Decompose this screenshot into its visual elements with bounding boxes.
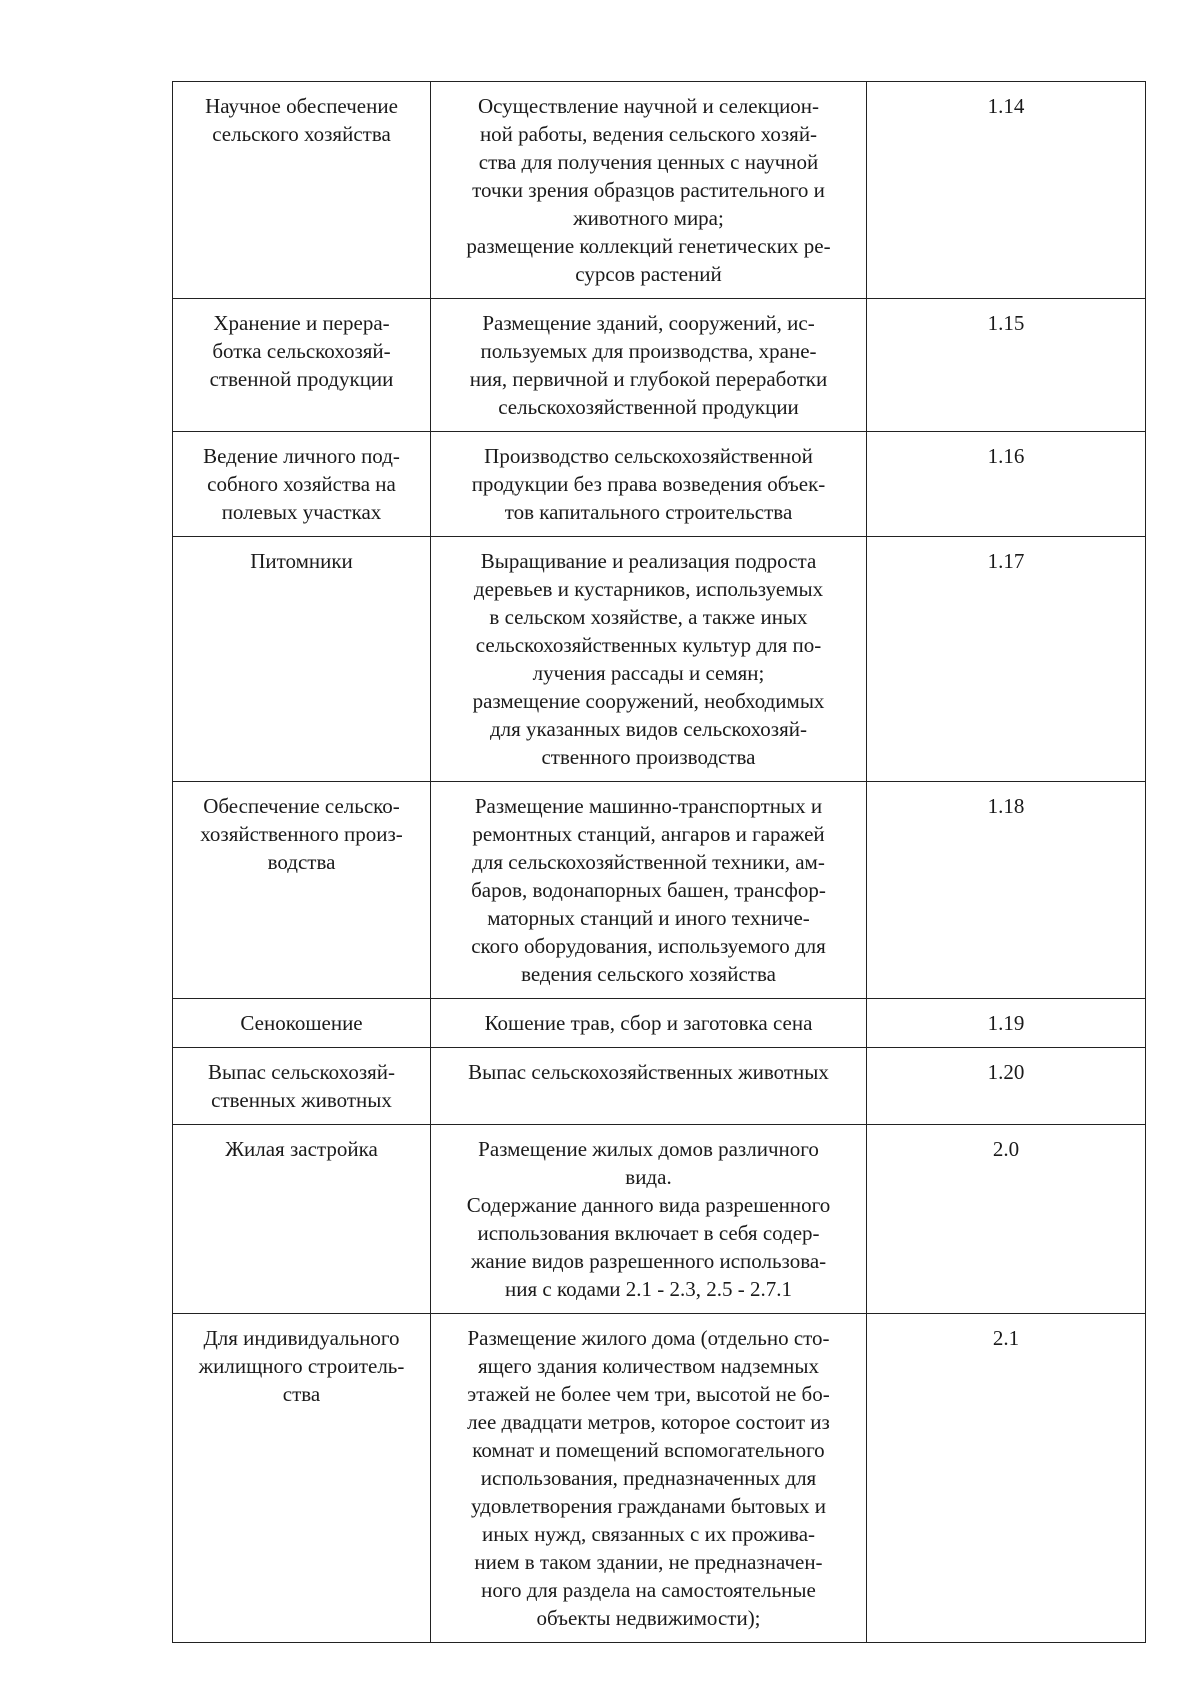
table-row bbox=[173, 1048, 1146, 1125]
use-type-name: Обеспечение сельско- хозяйственного произ- водства bbox=[173, 782, 431, 999]
use-type-description: Выращивание и реализация подроста деревьев и кустарников, используемых в сельском хозяйстве, а также иных сельскохозяйственных культур для по- лучения рассады и семян; размещение сооружений, необходимых для указанных видов сельскохозяй- ственного производства bbox=[431, 537, 867, 782]
table-row bbox=[173, 432, 1146, 537]
use-type-description: Кошение трав, сбор и заготовка сена bbox=[431, 999, 867, 1048]
table-row bbox=[173, 299, 1146, 432]
use-type-description: Размещение жилых домов различного вида. Содержание данного вида разрешенного использования включает в себя содер- жание видов разрешенного использова- ния с кодами 2.1 - 2.3, 2.5 - 2.7.1 bbox=[431, 1125, 867, 1314]
use-type-description: Осуществление научной и селекцион- ной работы, ведения сельского хозяй- ства для получения ценных с научной точки зрения образцов растительного и животного мира; размещение коллекций генетических ре- сурсов растений bbox=[431, 82, 867, 299]
use-type-name: Для индивидуального жилищного строитель- ства bbox=[173, 1314, 431, 1643]
table-row bbox=[173, 82, 1146, 299]
use-type-code: 1.20 bbox=[867, 1048, 1146, 1125]
table-row bbox=[173, 1125, 1146, 1314]
use-type-name: Сенокошение bbox=[173, 999, 431, 1048]
use-type-code: 1.18 bbox=[867, 782, 1146, 999]
use-type-code: 1.16 bbox=[867, 432, 1146, 537]
use-type-name: Жилая застройка bbox=[173, 1125, 431, 1314]
land-use-table bbox=[172, 81, 1146, 1643]
use-type-description: Производство сельскохозяйственной продукции без права возведения объек- тов капитального строительства bbox=[431, 432, 867, 537]
table-row bbox=[173, 782, 1146, 999]
use-type-code: 2.1 bbox=[867, 1314, 1146, 1643]
table-body bbox=[173, 82, 1146, 1643]
use-type-description: Размещение зданий, сооружений, ис- пользуемых для производства, хране- ния, первичной и глубокой переработки сельскохозяйственной продукции bbox=[431, 299, 867, 432]
use-type-code: 1.19 bbox=[867, 999, 1146, 1048]
use-type-code: 1.17 bbox=[867, 537, 1146, 782]
use-type-description: Размещение машинно-транспортных и ремонтных станций, ангаров и гаражей для сельскохозяйственной техники, ам- баров, водонапорных башен, трансфор- маторных станций и иного техниче- ского оборудования, используемого для ведения сельского хозяйства bbox=[431, 782, 867, 999]
use-type-code: 1.15 bbox=[867, 299, 1146, 432]
use-type-name: Хранение и перера- ботка сельскохозяй- ственной продукции bbox=[173, 299, 431, 432]
use-type-name: Питомники bbox=[173, 537, 431, 782]
use-type-code: 2.0 bbox=[867, 1125, 1146, 1314]
table-row bbox=[173, 999, 1146, 1048]
use-type-description: Размещение жилого дома (отдельно сто- ящего здания количеством надземных этажей не более чем три, высотой не бо- лее двадцати метров, которое состоит из комнат и помещений вспомогательного использования, предназначенных для удовлетворения гражданами бытовых и иных нужд, связанных с их прожива- нием в таком здании, не предназначен- ного для раздела на самостоятельные объекты недвижимости); bbox=[431, 1314, 867, 1643]
use-type-name: Научное обеспечение сельского хозяйства bbox=[173, 82, 431, 299]
use-type-description: Выпас сельскохозяйственных животных bbox=[431, 1048, 867, 1125]
table-row bbox=[173, 537, 1146, 782]
use-type-name: Выпас сельскохозяй- ственных животных bbox=[173, 1048, 431, 1125]
use-type-name: Ведение личного под- собного хозяйства на полевых участках bbox=[173, 432, 431, 537]
table-row bbox=[173, 1314, 1146, 1643]
use-type-code: 1.14 bbox=[867, 82, 1146, 299]
